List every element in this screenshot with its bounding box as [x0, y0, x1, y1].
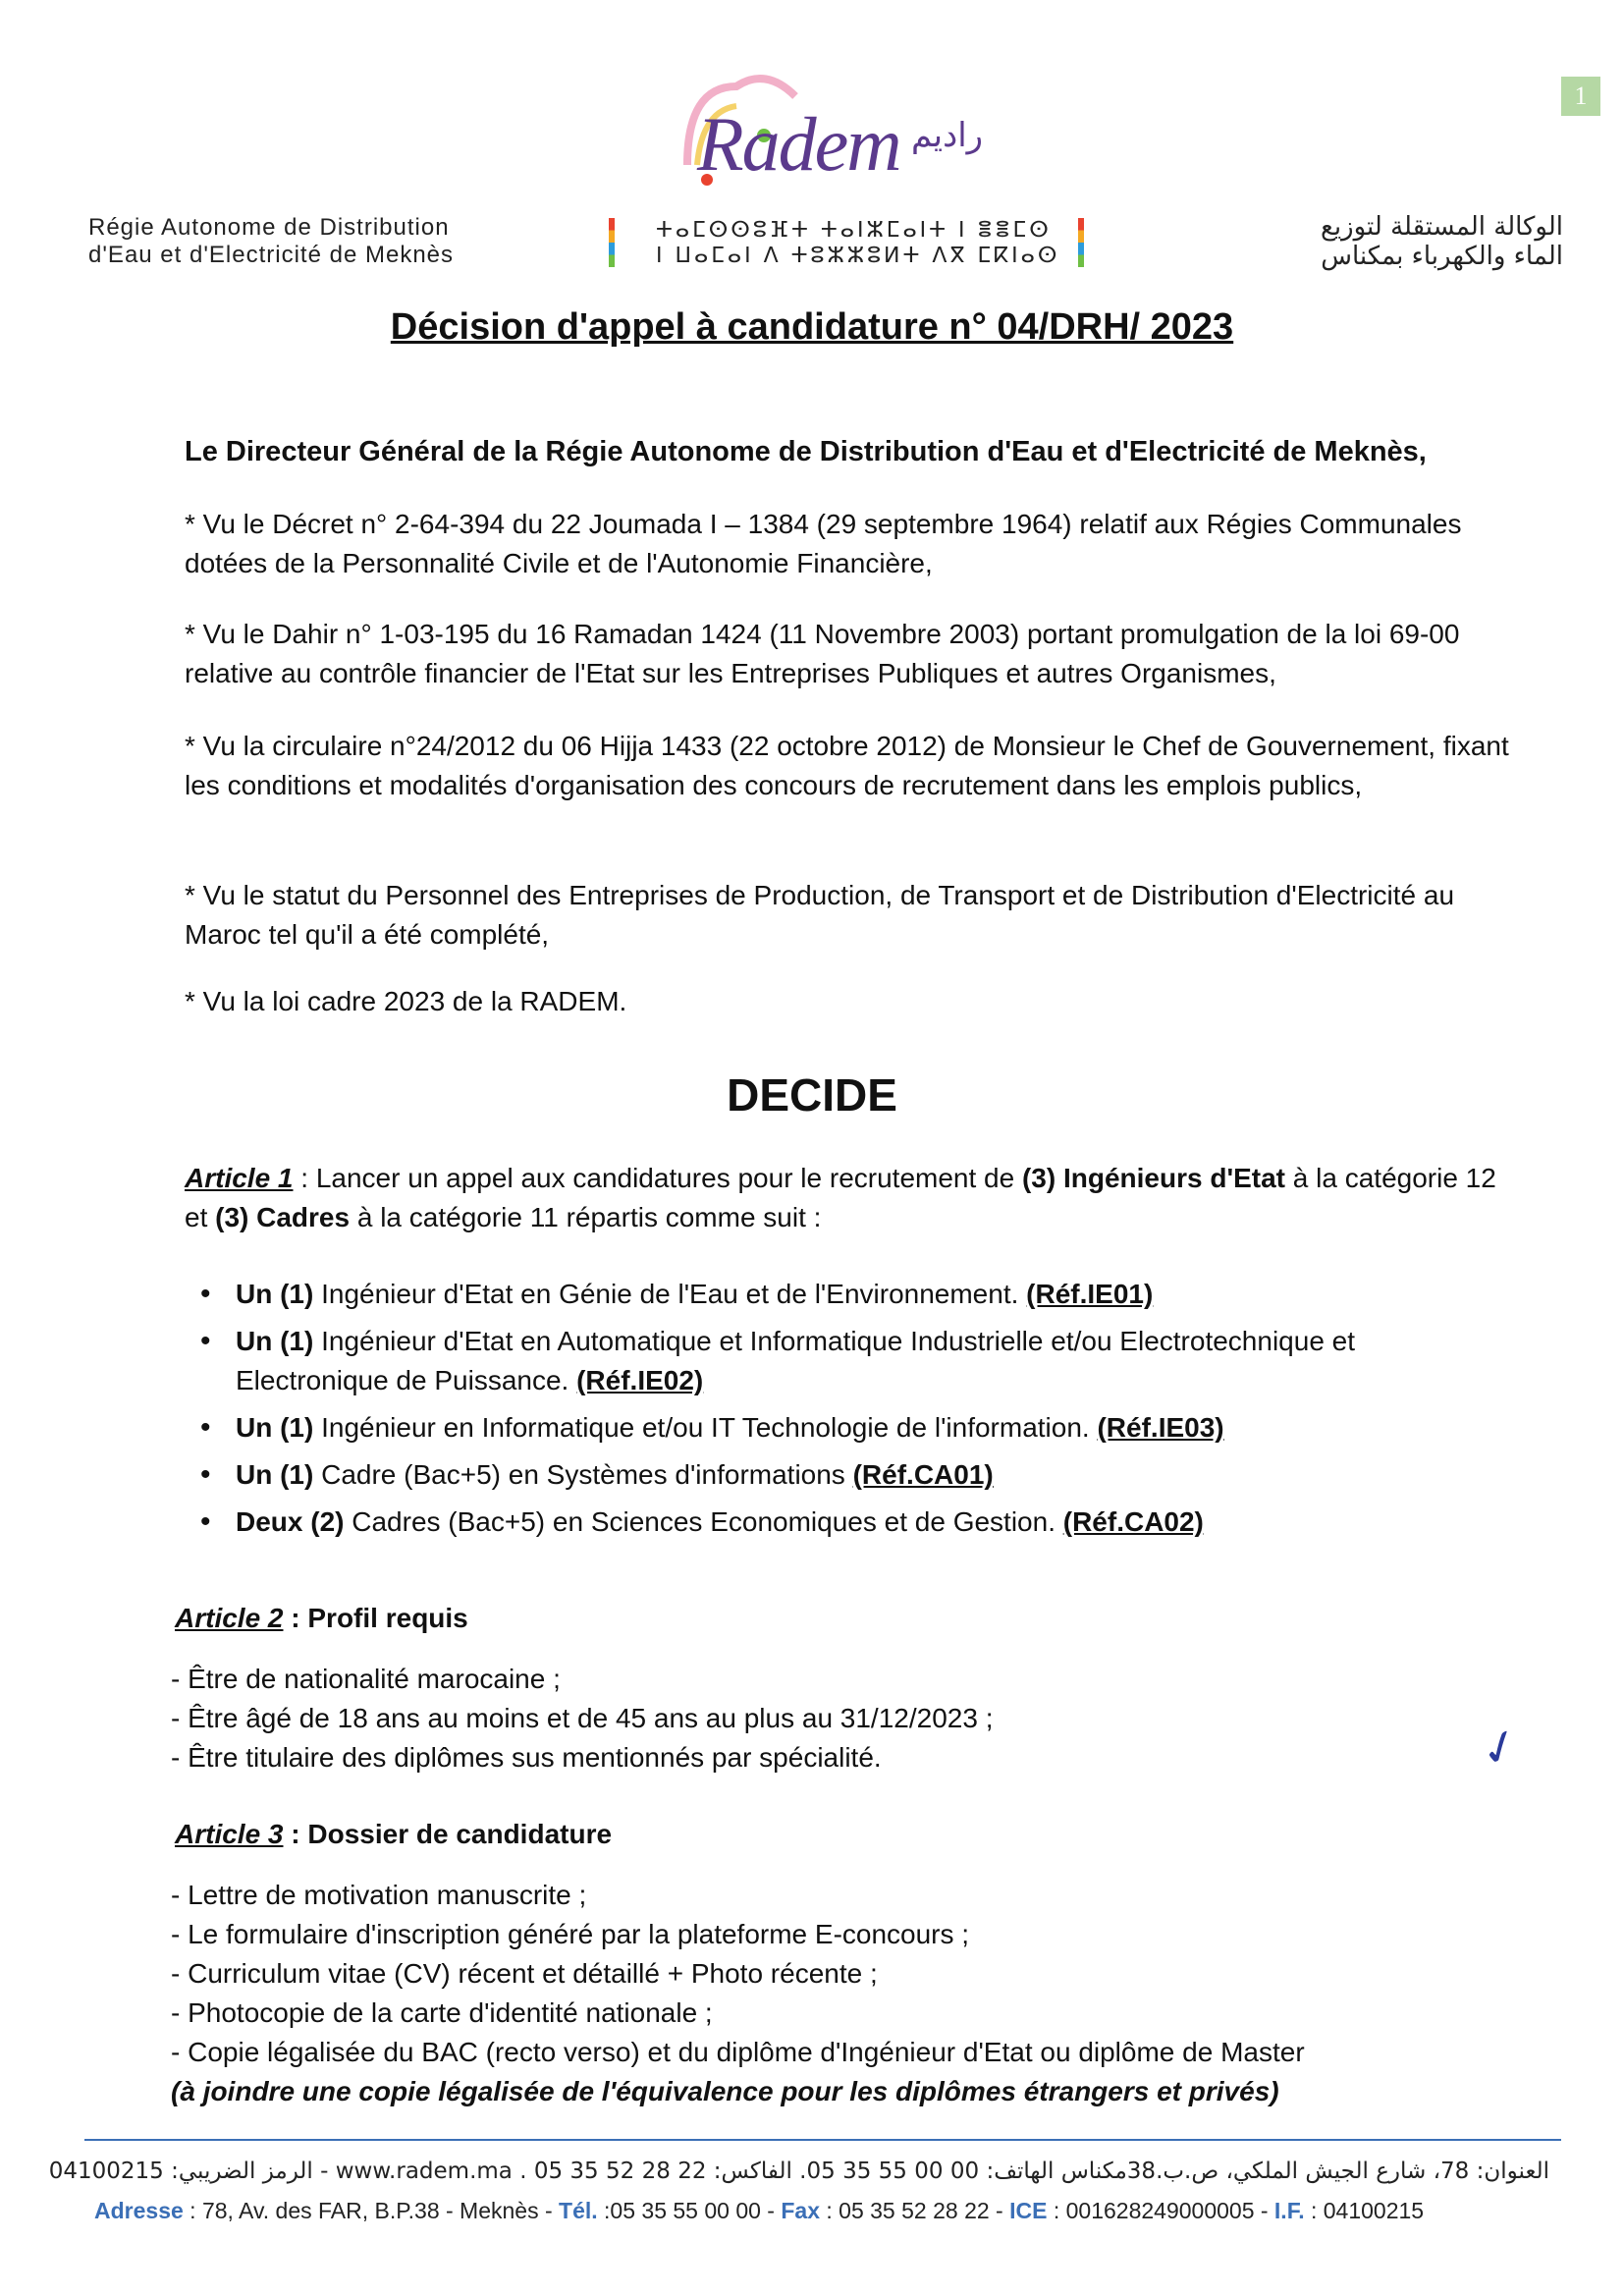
footer-arabic: العنوان: 78، شارع الجيش الملكي، ص.ب.38مكناس الهاتف: 00 00 55 35 05. الفاكس: 22 28 52 35 05 . www.radem.ma - الرمز الضريبي: 04100215: [48, 2159, 1549, 2184]
poste-ref: (Réf.IE02): [576, 1365, 704, 1395]
article-1-text-a: Lancer un appel aux candidatures pour le recrutement de: [315, 1163, 1022, 1193]
header-french: [88, 214, 454, 269]
list-item: [196, 1503, 1473, 1542]
list-item: [196, 1455, 1473, 1495]
poste-text: Ingénieur d'Etat en Génie de l'Eau et de l'Environnement.: [313, 1279, 1027, 1309]
poste-ref: (Réf.IE01): [1026, 1279, 1154, 1309]
footer-adresse: : 78, Av. des FAR, B.P.38 - Meknès -: [183, 2198, 560, 2223]
poste-ref: (Réf.CA01): [852, 1459, 994, 1490]
header-tifinagh: [656, 218, 1059, 269]
list-item: [196, 1322, 1473, 1400]
poste-count: Deux (2): [236, 1506, 345, 1537]
article-1: [185, 1159, 1510, 1237]
footer-tel: :05 35 55 00 00 -: [597, 2198, 782, 2223]
list-item: - Être âgé de 18 ans au moins et de 45 ans au plus au 31/12/2023 ;: [171, 1703, 994, 1733]
poste-count: Un (1): [236, 1326, 314, 1356]
header-arabic: [1321, 212, 1563, 271]
footer-fax-label: Fax: [781, 2198, 820, 2223]
article-1-text-c: à la catégorie 11 répartis comme suit :: [350, 1202, 822, 1232]
header-arabic-line1: الوكالة المستقلة لتوزيع: [1320, 212, 1563, 242]
header-arabic-line2: الماء والكهرباء بمكناس: [1321, 242, 1563, 271]
poste-ref: (Réf.CA02): [1062, 1506, 1204, 1537]
visa-1: * Vu le Décret n° 2-64-394 du 22 Joumada I – 1384 (29 septembre 1964) relatif aux Régies Communales dotées de la Personnalité Civile et de l'Autonomie Financière,: [185, 509, 1462, 578]
page-number-badge: 1: [1561, 77, 1600, 116]
visa-4: * Vu le statut du Personnel des Entreprises de Production, de Transport et de Distribution d'Electricité au Maroc tel qu'il a été complété,: [185, 880, 1455, 950]
poste-text: Cadres (Bac+5) en Sciences Economiques et de Gestion.: [344, 1506, 1063, 1537]
article-3-title: : Dossier de candidature: [283, 1819, 613, 1849]
footer-divider: [84, 2139, 1561, 2141]
poste-text: Ingénieur d'Etat en Automatique et Informatique Industrielle et/ou Electrotechnique et Electronique de Puissance.: [236, 1326, 1356, 1395]
footer-if: : 04100215: [1304, 2198, 1425, 2223]
article-1-bold-b: (3) Cadres: [215, 1202, 351, 1232]
footer-french: [94, 2196, 1424, 2225]
header-french-line2: d'Eau et d'Electricité de Meknès: [88, 242, 455, 268]
document-title: Décision d'appel à candidature n° 04/DRH/ 2023: [390, 306, 1234, 348]
list-item: - Être titulaire des diplômes sus mentionnés par spécialité.: [171, 1742, 882, 1773]
list-item: - Être de nationalité marocaine ;: [171, 1664, 561, 1694]
list-item: - Photocopie de la carte d'identité nationale ;: [171, 1997, 713, 2028]
visa-5: * Vu la loi cadre 2023 de la RADEM.: [185, 986, 627, 1016]
article-1-text-b: à la catégorie 12 et: [185, 1163, 1496, 1232]
directeur-line: Le Directeur Général de la Régie Autonome de Distribution d'Eau et d'Electricité de Meknès,: [185, 436, 1427, 467]
header-french-line1: Régie Autonome de Distribution: [88, 214, 450, 241]
poste-count: Un (1): [236, 1279, 314, 1309]
poste-count: Un (1): [236, 1412, 314, 1443]
header-tifinagh-line1: ⵜⴰⵎⵙⵙⵓⴼⵜ ⵜⴰⵏⵣⵎⴰⵏⵜ ⵏ ⴻⴻⵎⵙ: [656, 218, 1052, 243]
color-bar-right: [1078, 218, 1084, 267]
list-item: - Le formulaire d'inscription généré par la plateforme E-concours ;: [171, 1919, 970, 1949]
footer-ice: : 001628249000005 -: [1047, 2198, 1274, 2223]
article-3: [171, 1815, 1516, 2111]
visa-2: * Vu le Dahir n° 1-03-195 du 16 Ramadan 1424 (11 Novembre 2003) portant promulgation de la loi 69-00 relative au contrôle financier de l'Etat sur les Entreprises Publiques et autres Organismes,: [185, 619, 1460, 688]
article-3-label: Article 3: [175, 1819, 284, 1849]
logo-arabic: راديم: [911, 117, 984, 154]
list-item: - Curriculum vitae (CV) récent et détaillé + Photo récente ;: [171, 1958, 878, 1989]
footer-if-label: I.F.: [1273, 2198, 1305, 2223]
footer-tel-label: Tél.: [559, 2198, 598, 2223]
visa-3: * Vu la circulaire n°24/2012 du 06 Hijja 1433 (22 octobre 2012) de Monsieur le Chef de Gouvernement, fixant les conditions et modalités d'organisation des concours de recrutement dans les emplois publics,: [185, 731, 1509, 800]
logo-word: Radem: [697, 101, 900, 187]
footer-ice-label: ICE: [1009, 2198, 1048, 2223]
article-2: [171, 1599, 1516, 1777]
article-2-title: : Profil requis: [283, 1603, 468, 1633]
article-3-note: (à joindre une copie légalisée de l'équivalence pour les diplômes étrangers et privés): [171, 2076, 1279, 2106]
list-item: [196, 1275, 1473, 1314]
poste-text: Cadre (Bac+5) en Systèmes d'informations: [313, 1459, 853, 1490]
article-1-label: Article 1: [185, 1163, 294, 1193]
decide-heading: DECIDE: [727, 1069, 897, 1121]
signature-mark: ✓: [1472, 1715, 1529, 1781]
poste-ref: (Réf.IE03): [1097, 1412, 1224, 1443]
footer-adresse-label: Adresse: [94, 2198, 184, 2223]
list-item: - Copie légalisée du BAC (recto verso) et du diplôme d'Ingénieur d'Etat ou diplôme de Master: [171, 2037, 1305, 2067]
list-item: - Lettre de motivation manuscrite ;: [171, 1880, 587, 1910]
poste-text: Ingénieur en Informatique et/ou IT Technologie de l'information.: [313, 1412, 1098, 1443]
radem-logo: [648, 67, 1021, 194]
poste-count: Un (1): [236, 1459, 314, 1490]
article-1-sep: :: [293, 1163, 316, 1193]
footer-fax: : 05 35 52 28 22 -: [820, 2198, 1010, 2223]
article-2-label: Article 2: [175, 1603, 284, 1633]
color-bar-left: [609, 218, 615, 267]
list-item: [196, 1408, 1473, 1448]
postes-list: [196, 1275, 1473, 1550]
header-tifinagh-line2: ⵏ ⵡⴰⵎⴰⵏ ⴷ ⵜⵓⵣⵣⵓⵍⵜ ⴷⴳ ⵎⴽⵏⴰⵙ: [656, 244, 1060, 268]
article-1-bold-a: (3) Ingénieurs d'Etat: [1021, 1163, 1286, 1193]
